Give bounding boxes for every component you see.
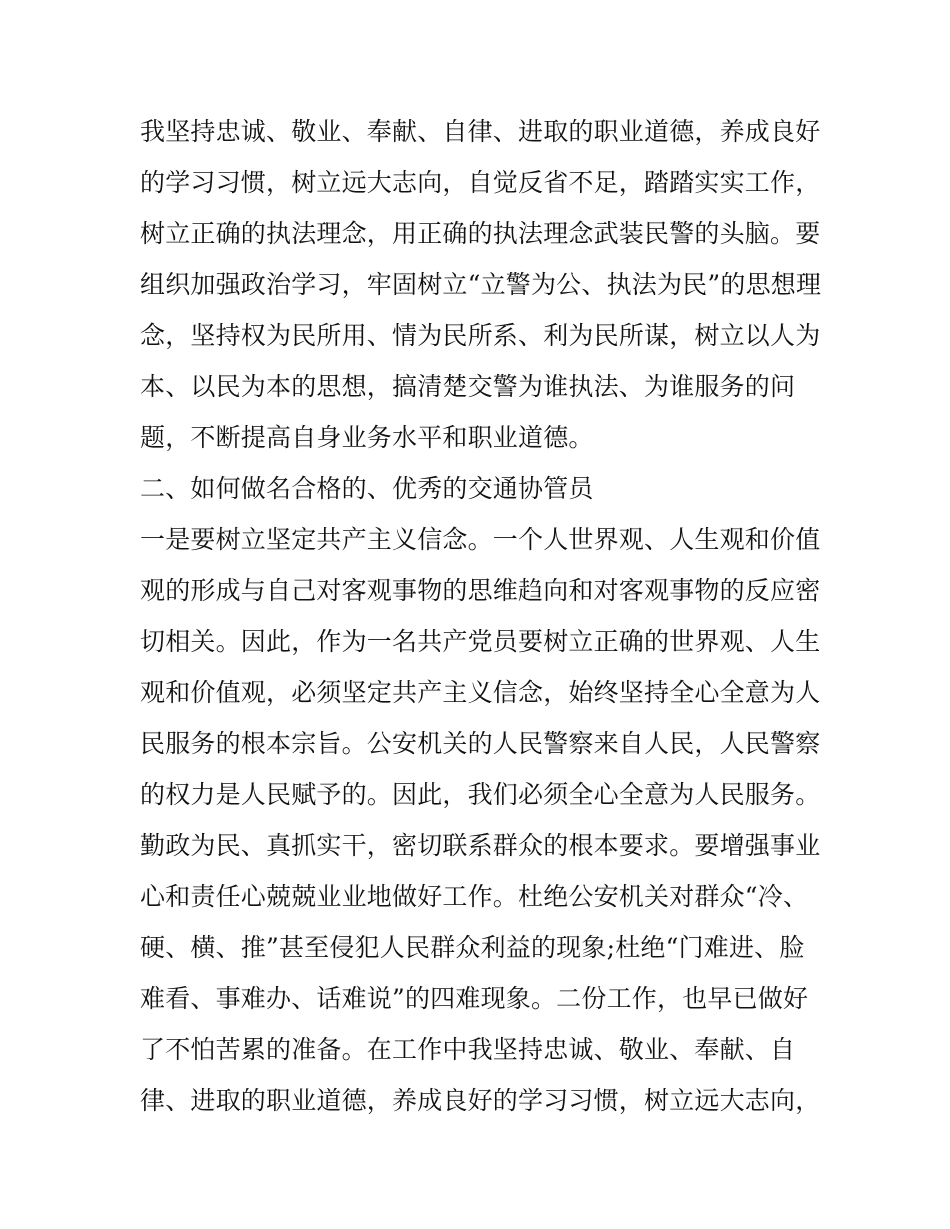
text-line: 观的形成与自己对客观事物的思维趋向和对客观事物的反应密 xyxy=(140,576,821,605)
text-line: 硬、横、推”甚至侵犯人民群众利益的现象;杜绝“门难进、脸 xyxy=(140,933,805,962)
text-line: 切相关。因此，作为一名共产党员要树立正确的世界观、人生 xyxy=(140,627,821,656)
text-line: 我坚持忠诚、敬业、奉献、自律、进取的职业道德，养成良好 xyxy=(140,117,821,146)
body-text xyxy=(140,106,820,1126)
text-line: 观和价值观，必须坚定共产主义信念，始终坚持全心全意为人 xyxy=(140,678,821,707)
text-line: 树立正确的执法理念，用正确的执法理念武装民警的头脑。要 xyxy=(140,219,821,248)
text-line: 念，坚持权为民所用、情为民所系、利为民所谋，树立以人为 xyxy=(140,321,821,350)
text-line: 的权力是人民赋予的。因此，我们必须全心全意为人民服务。 xyxy=(140,780,821,809)
text-line: 律、进取的职业道德，养成良好的学习习惯，树立远大志向， xyxy=(140,1086,821,1115)
text-line: 本、以民为本的思想，搞清楚交警为谁执法、为谁服务的问 xyxy=(140,372,796,401)
section-heading: 二、如何做名合格的、优秀的交通协管员 xyxy=(140,474,594,503)
text-line: 的学习习惯，树立远大志向，自觉反省不足，踏踏实实工作， xyxy=(140,168,821,197)
text-line: 民服务的根本宗旨。公安机关的人民警察来自人民，人民警察 xyxy=(140,729,821,758)
text-line: 题，不断提高自身业务水平和职业道德。 xyxy=(140,423,594,452)
text-line: 了不怕苦累的准备。在工作中我坚持忠诚、敬业、奉献、自 xyxy=(140,1035,796,1064)
text-line: 组织加强政治学习，牢固树立“立警为公、执法为民”的思想理 xyxy=(140,270,822,299)
text-line: 心和责任心兢兢业业地做好工作。杜绝公安机关对群众“冷、 xyxy=(140,882,809,911)
text-line: 勤政为民、真抓实干，密切联系群众的根本要求。要增强事业 xyxy=(140,831,821,860)
text-line: 一是要树立坚定共产主义信念。一个人世界观、人生观和价值 xyxy=(140,525,821,554)
text-line: 难看、事难办、话难说”的四难现象。二份工作，也早已做好 xyxy=(140,984,809,1013)
